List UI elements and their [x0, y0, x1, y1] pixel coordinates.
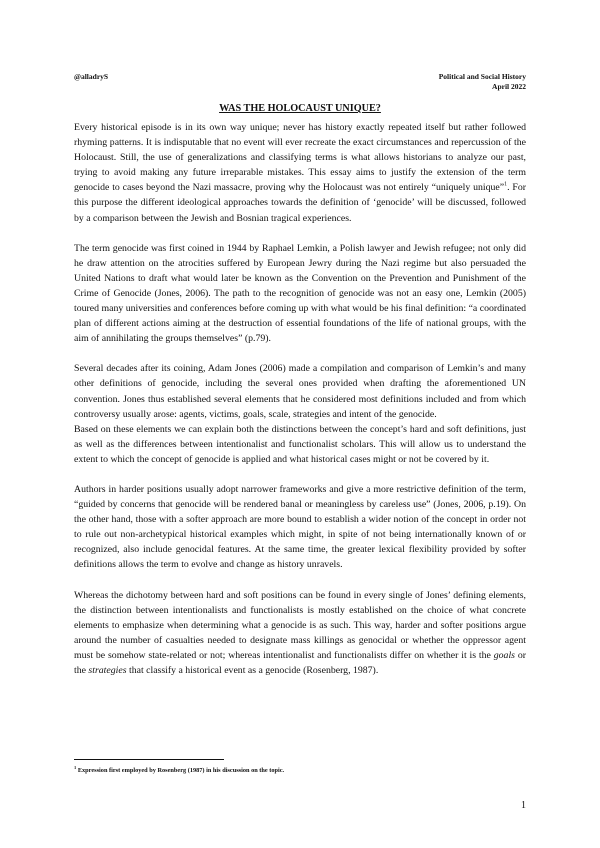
footnote-divider	[74, 759, 224, 760]
header-meta	[439, 72, 526, 92]
paragraph-dichotomy	[74, 588, 526, 679]
intro-text-b: . For this purpose the different ideological approaches towards the definition of ‘genocide’ will be discussed, followed by a comparison between the Jewish and Bosnian tragical experiences.	[74, 182, 526, 224]
page-title: WAS THE HOLOCAUST UNIQUE?	[219, 103, 381, 114]
paragraph-elements: Based on these elements we can explain both the distinctions between the concept’s hard and soft definitions, just as well as the differences between intentionalist and functionalist scholars. This will allow us to understand the extent to which the concept of genocide is applied and what historical cases might or not be covered by it.	[74, 423, 526, 465]
emphasis-strategies: strategies	[88, 665, 127, 676]
footnote-text: Expression first employed by Rosenberg (1987) in his discussion on the topic.	[77, 767, 285, 775]
paragraph-lemkin: The term genocide was first coined in 1944 by Raphael Lemkin, a Polish lawyer and Jewish refugee; not only did he draw attention on the atrocities suffered by European Jewry during the Nazi regime but also persuaded the United Nations to draft what would later be known as the Convention on the Prevention and Punishment of the Crime of Genocide (Jones, 2006). The path to the recognition of genocide was not an easy one, Lemkin (2005) toured many universities and conferences before coming up with what would be his final definition: “a coordinated plan of different actions aiming at the destruction of essential foundations of the life of national groups, with the aim of annihilating the groups themselves” (p.79).	[74, 242, 526, 345]
essay-body	[74, 120, 526, 678]
dichotomy-text-a: Whereas the dichotomy between hard and soft positions can be found in every single of Jones’ defining elements, the distinction between intentionalists and functionalists is mostly established on the choice of what concrete elements to emphasize when determining what a genocide is as such. This way, harder and softer positions argue around the number of casualties needed to designate mass killings as genocidal or whether the oppressor agent must be somehow state-related or not; whereas intentionalist and functionalists differ on whether it is the	[74, 589, 526, 661]
footnote-number: 1	[74, 765, 77, 770]
paragraph-positions: Authors in harder positions usually adopt narrower frameworks and give a more restrictive definition of the term, “guided by concerns that genocide will be rendered banal or meaningless by careless use” (Jones, 2006, p.19). On the other hand, those with a softer approach are more bound to establish a wider notion of the concept in order not to rule out non-archetypical historical examples which might, in spite of not being internationally known of or recognized, also include genocidal features. At the same time, the greater lexical flexibility provided by softer definitions allows the term to evolve and change as history unravels.	[74, 483, 526, 571]
header-subject: Political and Social History	[438, 72, 526, 81]
paragraph-jones: Several decades after its coining, Adam Jones (2006) made a compilation and comparison of Lemkin’s and many other definitions of genocide, including the several ones provided when drafting the aforementioned UN convention. Jones thus established several elements that he considered most definitions included and from which controversy usually arose: agents, victims, goals, scale, strategies and intent of the genocide.	[74, 363, 526, 420]
dichotomy-text-mid: or the	[74, 649, 527, 676]
dichotomy-text-b: that classify a historical event as a genocide (Rosenberg, 1987).	[128, 665, 379, 676]
page-number: 1	[521, 800, 526, 811]
paragraph-intro	[74, 120, 526, 226]
footnote	[74, 765, 284, 774]
emphasis-goals: goals	[493, 649, 515, 661]
header-author: @alladryS	[74, 72, 109, 81]
header-date: April 2022	[492, 82, 526, 91]
intro-text-a: Every historical episode is in its own way unique; never has history exactly repeated itself but rather followed rhyming patterns. It is indisputable that no event will ever recreate the exact circumstances and repercussion of the Holocaust. Still, the use of generalizations and classifying terms is what allows historians to analyze our past, trying to avoid making any future irreparable mistakes. This essay aims to justify the extension of the term genocide to cases beyond the Nazi massacre, proving why the Holocaust was not entirely “uniquely unique”	[74, 122, 526, 194]
footnote-ref[interactable]: 1	[504, 182, 508, 189]
